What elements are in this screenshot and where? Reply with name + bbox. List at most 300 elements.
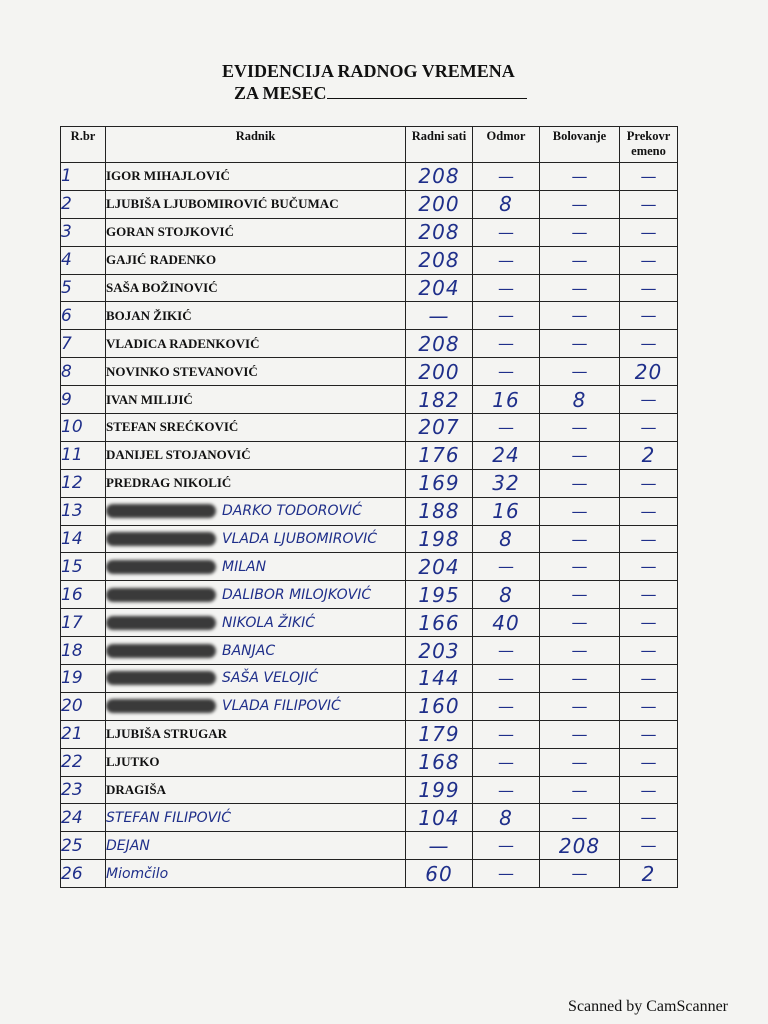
work-hours-text: 169 bbox=[418, 471, 460, 496]
row-number bbox=[61, 274, 106, 302]
work-hours-text: 207 bbox=[418, 415, 460, 440]
redaction-mark bbox=[106, 560, 216, 574]
vacation-hours bbox=[473, 274, 540, 302]
overtime-hours-text: — bbox=[640, 780, 657, 800]
employee-name bbox=[106, 665, 406, 693]
vacation-hours-text: — bbox=[498, 724, 514, 744]
work-hours-text: 60 bbox=[425, 861, 453, 886]
vacation-hours bbox=[473, 804, 540, 832]
overtime-hours-text: 2 bbox=[641, 861, 656, 886]
overtime-hours-text: — bbox=[640, 641, 657, 661]
sick-hours-text: 208 bbox=[558, 833, 601, 858]
row-number bbox=[61, 386, 106, 414]
vacation-hours bbox=[473, 860, 540, 888]
sick-hours-text: — bbox=[571, 166, 588, 186]
employee-name-text: STEFAN SREĆKOVIĆ bbox=[106, 419, 239, 435]
header-odmor: Odmor bbox=[473, 127, 540, 163]
work-hours bbox=[406, 274, 473, 302]
vacation-hours bbox=[473, 665, 540, 693]
work-hours-text: 195 bbox=[418, 582, 460, 607]
work-hours bbox=[406, 358, 473, 386]
employee-name-text: SAŠA VELOJIĆ bbox=[222, 670, 319, 687]
table-row bbox=[61, 581, 678, 609]
overtime-hours bbox=[620, 441, 678, 469]
employee-name-text: LJUBIŠA LJUBOMIROVIĆ BUČUMAC bbox=[106, 196, 339, 212]
overtime-hours-text: — bbox=[640, 222, 657, 242]
sick-hours-text: — bbox=[571, 557, 588, 577]
vacation-hours-text: — bbox=[498, 417, 514, 437]
overtime-hours bbox=[620, 637, 678, 665]
sick-hours bbox=[540, 218, 620, 246]
table-row bbox=[61, 302, 678, 330]
vacation-hours bbox=[473, 218, 540, 246]
sick-hours-text: — bbox=[571, 752, 588, 772]
row-number bbox=[61, 525, 106, 553]
sick-hours bbox=[540, 581, 620, 609]
overtime-hours bbox=[620, 720, 678, 748]
work-hours-text: 204 bbox=[418, 554, 460, 579]
work-hours bbox=[406, 776, 473, 804]
employee-name-text: DALIBOR MILOJKOVIĆ bbox=[222, 586, 372, 603]
sick-hours bbox=[540, 748, 620, 776]
table-row bbox=[61, 497, 678, 525]
vacation-hours bbox=[473, 692, 540, 720]
overtime-hours bbox=[620, 414, 678, 442]
vacation-hours-text: — bbox=[498, 836, 514, 856]
row-number-text: 24 bbox=[61, 807, 83, 828]
row-number-text: 8 bbox=[61, 361, 72, 382]
table-row bbox=[61, 163, 678, 191]
sick-hours bbox=[540, 497, 620, 525]
sick-hours bbox=[540, 832, 620, 860]
header-radnik: Radnik bbox=[106, 127, 406, 163]
work-hours-text: 176 bbox=[418, 443, 460, 468]
row-number bbox=[61, 441, 106, 469]
employee-name bbox=[106, 637, 406, 665]
row-number-text: 3 bbox=[61, 222, 72, 243]
sick-hours-text: — bbox=[571, 334, 588, 354]
sick-hours bbox=[540, 609, 620, 637]
vacation-hours bbox=[473, 246, 540, 274]
vacation-hours-text: — bbox=[498, 222, 514, 242]
employee-name bbox=[106, 246, 406, 274]
row-number bbox=[61, 665, 106, 693]
employee-name bbox=[106, 748, 406, 776]
work-hours bbox=[406, 386, 473, 414]
vacation-hours-text: 8 bbox=[499, 192, 513, 217]
vacation-hours bbox=[473, 748, 540, 776]
sick-hours bbox=[540, 246, 620, 274]
row-number bbox=[61, 609, 106, 637]
sick-hours bbox=[540, 190, 620, 218]
work-hours bbox=[406, 190, 473, 218]
sick-hours-text: — bbox=[571, 696, 588, 716]
work-hours bbox=[406, 832, 473, 860]
sick-hours-text: — bbox=[571, 529, 588, 549]
row-number-text: 13 bbox=[61, 501, 83, 522]
overtime-hours bbox=[620, 469, 678, 497]
vacation-hours-text: — bbox=[498, 641, 514, 661]
vacation-hours bbox=[473, 441, 540, 469]
row-number bbox=[61, 637, 106, 665]
vacation-hours bbox=[473, 163, 540, 191]
title-line-1: EVIDENCIJA RADNOG VREMENA bbox=[222, 61, 515, 81]
table-row bbox=[61, 441, 678, 469]
table-row bbox=[61, 804, 678, 832]
row-number-text: 11 bbox=[61, 445, 83, 466]
employee-name-text: SAŠA BOŽINOVIĆ bbox=[106, 280, 218, 295]
sick-hours bbox=[540, 302, 620, 330]
overtime-hours-text: — bbox=[640, 278, 657, 298]
employee-name bbox=[106, 497, 406, 525]
sick-hours-text: — bbox=[571, 222, 588, 242]
work-hours bbox=[406, 302, 473, 330]
work-hours bbox=[406, 581, 473, 609]
work-hours bbox=[406, 163, 473, 191]
vacation-hours-text: — bbox=[498, 362, 514, 382]
work-hours bbox=[406, 246, 473, 274]
overtime-hours-text: — bbox=[640, 557, 657, 577]
vacation-hours-text: — bbox=[498, 668, 514, 688]
timesheet-table bbox=[60, 126, 678, 888]
vacation-hours-text: — bbox=[498, 557, 514, 577]
work-hours bbox=[406, 497, 473, 525]
vacation-hours bbox=[473, 414, 540, 442]
work-hours-text: 182 bbox=[418, 387, 460, 412]
sick-hours-text: — bbox=[571, 864, 588, 884]
employee-name bbox=[106, 553, 406, 581]
row-number bbox=[61, 246, 106, 274]
overtime-hours bbox=[620, 525, 678, 553]
overtime-hours bbox=[620, 163, 678, 191]
employee-name-text: LJUTKO bbox=[106, 754, 160, 770]
header-bolovanje: Bolovanje bbox=[540, 127, 620, 163]
work-hours-text: 166 bbox=[418, 610, 460, 635]
header-radni-sati: Radni sati bbox=[406, 127, 473, 163]
sick-hours bbox=[540, 469, 620, 497]
sick-hours bbox=[540, 665, 620, 693]
sick-hours bbox=[540, 860, 620, 888]
row-number bbox=[61, 832, 106, 860]
vacation-hours bbox=[473, 469, 540, 497]
overtime-hours bbox=[620, 581, 678, 609]
table-row bbox=[61, 274, 678, 302]
overtime-hours bbox=[620, 804, 678, 832]
overtime-hours-text: — bbox=[640, 724, 657, 744]
header-prekovremeno: Prekovr emeno bbox=[620, 127, 678, 163]
row-number-text: 12 bbox=[61, 473, 83, 494]
work-hours-text: 208 bbox=[418, 164, 460, 189]
row-number-text: 19 bbox=[61, 668, 83, 689]
row-number-text: 1 bbox=[61, 166, 72, 187]
sick-hours bbox=[540, 804, 620, 832]
overtime-hours-text: — bbox=[640, 808, 657, 828]
employee-name bbox=[106, 330, 406, 358]
vacation-hours bbox=[473, 386, 540, 414]
overtime-hours-text: — bbox=[640, 250, 657, 270]
sick-hours bbox=[540, 274, 620, 302]
employee-name bbox=[106, 302, 406, 330]
row-number-text: 14 bbox=[61, 529, 83, 550]
work-hours-text: 104 bbox=[418, 805, 460, 830]
vacation-hours-text: — bbox=[498, 696, 514, 716]
sick-hours bbox=[540, 441, 620, 469]
work-hours bbox=[406, 804, 473, 832]
row-number-text: 2 bbox=[61, 194, 72, 215]
redaction-mark bbox=[106, 532, 216, 546]
vacation-hours-text: 8 bbox=[499, 582, 513, 607]
row-number bbox=[61, 163, 106, 191]
employee-name bbox=[106, 776, 406, 804]
table-row bbox=[61, 748, 678, 776]
month-label: ZA MESEC bbox=[234, 83, 327, 103]
work-hours bbox=[406, 218, 473, 246]
employee-name-text: MILAN bbox=[222, 558, 267, 575]
employee-name bbox=[106, 218, 406, 246]
row-number bbox=[61, 330, 106, 358]
table-row bbox=[61, 386, 678, 414]
overtime-hours bbox=[620, 386, 678, 414]
row-number bbox=[61, 720, 106, 748]
work-hours bbox=[406, 748, 473, 776]
sick-hours-text: — bbox=[571, 306, 588, 326]
vacation-hours bbox=[473, 330, 540, 358]
employee-name-text: VLADICA RADENKOVIĆ bbox=[106, 335, 260, 351]
row-number bbox=[61, 414, 106, 442]
sick-hours-text: — bbox=[571, 585, 588, 605]
work-hours bbox=[406, 330, 473, 358]
employee-name bbox=[106, 860, 406, 888]
sick-hours bbox=[540, 414, 620, 442]
row-number bbox=[61, 581, 106, 609]
row-number-text: 22 bbox=[61, 752, 83, 773]
table-row bbox=[61, 190, 678, 218]
sick-hours bbox=[540, 776, 620, 804]
work-hours-text: 179 bbox=[418, 722, 460, 747]
vacation-hours bbox=[473, 637, 540, 665]
table-row bbox=[61, 330, 678, 358]
row-number-text: 16 bbox=[61, 584, 83, 605]
sick-hours bbox=[540, 525, 620, 553]
row-number bbox=[61, 553, 106, 581]
overtime-hours-text: — bbox=[640, 194, 657, 214]
vacation-hours bbox=[473, 302, 540, 330]
row-number-text: 10 bbox=[61, 417, 83, 438]
employee-name bbox=[106, 414, 406, 442]
sick-hours-text: — bbox=[571, 808, 588, 828]
overtime-hours-text: — bbox=[640, 417, 657, 437]
vacation-hours bbox=[473, 609, 540, 637]
vacation-hours bbox=[473, 358, 540, 386]
work-hours-text: — bbox=[428, 303, 450, 328]
table-row bbox=[61, 218, 678, 246]
vacation-hours-text: 24 bbox=[492, 443, 520, 468]
table-row bbox=[61, 776, 678, 804]
vacation-hours-text: — bbox=[498, 752, 514, 772]
overtime-hours bbox=[620, 358, 678, 386]
employee-name-text: LJUBIŠA STRUGAR bbox=[106, 726, 228, 742]
row-number-text: 15 bbox=[61, 556, 83, 577]
scanner-footer: Scanned by CamScanner bbox=[568, 998, 728, 1015]
overtime-hours-text: — bbox=[640, 501, 657, 521]
row-number-text: 18 bbox=[61, 640, 83, 661]
work-hours bbox=[406, 720, 473, 748]
row-number-text: 23 bbox=[61, 780, 83, 801]
work-hours bbox=[406, 441, 473, 469]
row-number-text: 5 bbox=[61, 278, 72, 298]
overtime-hours bbox=[620, 218, 678, 246]
employee-name-text: GORAN STOJKOVIĆ bbox=[106, 224, 234, 240]
sick-hours-text: — bbox=[571, 473, 588, 493]
row-number bbox=[61, 497, 106, 525]
work-hours bbox=[406, 525, 473, 553]
row-number-text: 26 bbox=[61, 863, 83, 884]
overtime-hours bbox=[620, 609, 678, 637]
employee-name bbox=[106, 469, 406, 497]
redaction-mark bbox=[106, 699, 216, 713]
overtime-hours-text: — bbox=[640, 390, 657, 410]
employee-name-text: BANJAC bbox=[222, 642, 276, 659]
redaction-mark bbox=[106, 644, 216, 658]
employee-name bbox=[106, 692, 406, 720]
row-number-text: 17 bbox=[61, 612, 83, 633]
work-hours-text: 208 bbox=[418, 248, 460, 273]
vacation-hours bbox=[473, 497, 540, 525]
sick-hours-text: — bbox=[571, 194, 588, 214]
overtime-hours-text: 2 bbox=[641, 443, 656, 468]
row-number bbox=[61, 358, 106, 386]
employee-name bbox=[106, 525, 406, 553]
overtime-hours bbox=[620, 776, 678, 804]
vacation-hours bbox=[473, 832, 540, 860]
sick-hours bbox=[540, 358, 620, 386]
employee-name bbox=[106, 832, 406, 860]
employee-name-text: GAJIĆ RADENKO bbox=[106, 252, 217, 268]
employee-name-text: DANIJEL STOJANOVIĆ bbox=[106, 447, 251, 463]
header-rbr: R.br bbox=[61, 127, 106, 163]
work-hours-text: 188 bbox=[418, 499, 460, 524]
vacation-hours-text: 40 bbox=[492, 610, 520, 635]
row-number bbox=[61, 692, 106, 720]
vacation-hours-text: — bbox=[498, 306, 514, 326]
vacation-hours-text: 8 bbox=[499, 527, 513, 552]
work-hours-text: 203 bbox=[418, 638, 460, 663]
vacation-hours-text: 16 bbox=[492, 499, 520, 524]
work-hours-text: 168 bbox=[418, 750, 460, 775]
employee-name bbox=[106, 386, 406, 414]
employee-name bbox=[106, 163, 406, 191]
work-hours-text: 200 bbox=[418, 359, 460, 384]
vacation-hours bbox=[473, 553, 540, 581]
employee-name-text: Miomčilo bbox=[106, 865, 169, 882]
row-number-text: 4 bbox=[61, 250, 72, 271]
sick-hours-text: — bbox=[571, 724, 588, 744]
vacation-hours bbox=[473, 720, 540, 748]
work-hours bbox=[406, 469, 473, 497]
row-number bbox=[61, 860, 106, 888]
row-number-text: 20 bbox=[61, 696, 83, 717]
sick-hours bbox=[540, 163, 620, 191]
row-number bbox=[61, 776, 106, 804]
row-number bbox=[61, 469, 106, 497]
employee-name-text: PREDRAG NIKOLIĆ bbox=[106, 475, 232, 491]
vacation-hours-text: — bbox=[498, 278, 514, 298]
sick-hours bbox=[540, 330, 620, 358]
employee-name-text: DARKO TODOROVIĆ bbox=[222, 503, 362, 520]
employee-name-text: DRAGIŠA bbox=[106, 782, 166, 798]
work-hours bbox=[406, 609, 473, 637]
redaction-mark bbox=[106, 671, 216, 685]
overtime-hours-text: — bbox=[640, 752, 657, 772]
work-hours bbox=[406, 637, 473, 665]
vacation-hours-text: 16 bbox=[492, 387, 520, 412]
header-row bbox=[61, 127, 678, 163]
vacation-hours bbox=[473, 581, 540, 609]
work-hours-text: 144 bbox=[418, 666, 460, 691]
redaction-mark bbox=[106, 588, 216, 602]
overtime-hours-text: — bbox=[640, 306, 657, 326]
row-number bbox=[61, 748, 106, 776]
redaction-mark bbox=[106, 504, 216, 518]
employee-name bbox=[106, 804, 406, 832]
overtime-hours bbox=[620, 665, 678, 693]
table-row bbox=[61, 525, 678, 553]
sick-hours-text: — bbox=[571, 641, 588, 661]
work-hours-text: 204 bbox=[418, 276, 460, 300]
overtime-hours-text: — bbox=[640, 166, 657, 186]
month-blank-line bbox=[327, 84, 527, 99]
employee-name bbox=[106, 441, 406, 469]
row-number-text: 9 bbox=[61, 389, 72, 410]
overtime-hours-text: — bbox=[640, 473, 657, 493]
vacation-hours-text: 8 bbox=[499, 805, 513, 830]
row-number bbox=[61, 218, 106, 246]
sick-hours-text: — bbox=[571, 668, 588, 688]
work-hours bbox=[406, 553, 473, 581]
sick-hours-text: — bbox=[571, 780, 588, 800]
sick-hours-text: 8 bbox=[572, 387, 587, 412]
row-number bbox=[61, 302, 106, 330]
table-row bbox=[61, 469, 678, 497]
overtime-hours bbox=[620, 692, 678, 720]
table-row bbox=[61, 358, 678, 386]
vacation-hours-text: — bbox=[498, 166, 514, 186]
table-row bbox=[61, 246, 678, 274]
overtime-hours bbox=[620, 246, 678, 274]
vacation-hours-text: — bbox=[498, 250, 514, 270]
row-number bbox=[61, 190, 106, 218]
work-hours-text: 199 bbox=[418, 778, 460, 803]
vacation-hours bbox=[473, 190, 540, 218]
title-line-2 bbox=[234, 82, 527, 104]
work-hours-text: 198 bbox=[418, 527, 460, 552]
document-title bbox=[222, 60, 527, 104]
employee-name-text: IGOR MIHAJLOVIĆ bbox=[106, 168, 230, 184]
sick-hours-text: — bbox=[571, 362, 588, 382]
overtime-hours-text: — bbox=[640, 668, 657, 688]
table-row bbox=[61, 832, 678, 860]
overtime-hours-text: — bbox=[640, 334, 657, 354]
employee-name bbox=[106, 190, 406, 218]
employee-name-text: NOVINKO STEVANOVIĆ bbox=[106, 363, 258, 379]
vacation-hours bbox=[473, 776, 540, 804]
sick-hours-text: — bbox=[571, 417, 588, 437]
employee-name-text: DEJAN bbox=[106, 837, 150, 854]
overtime-hours-text: — bbox=[640, 585, 657, 605]
vacation-hours bbox=[473, 525, 540, 553]
sick-hours bbox=[540, 386, 620, 414]
work-hours bbox=[406, 860, 473, 888]
